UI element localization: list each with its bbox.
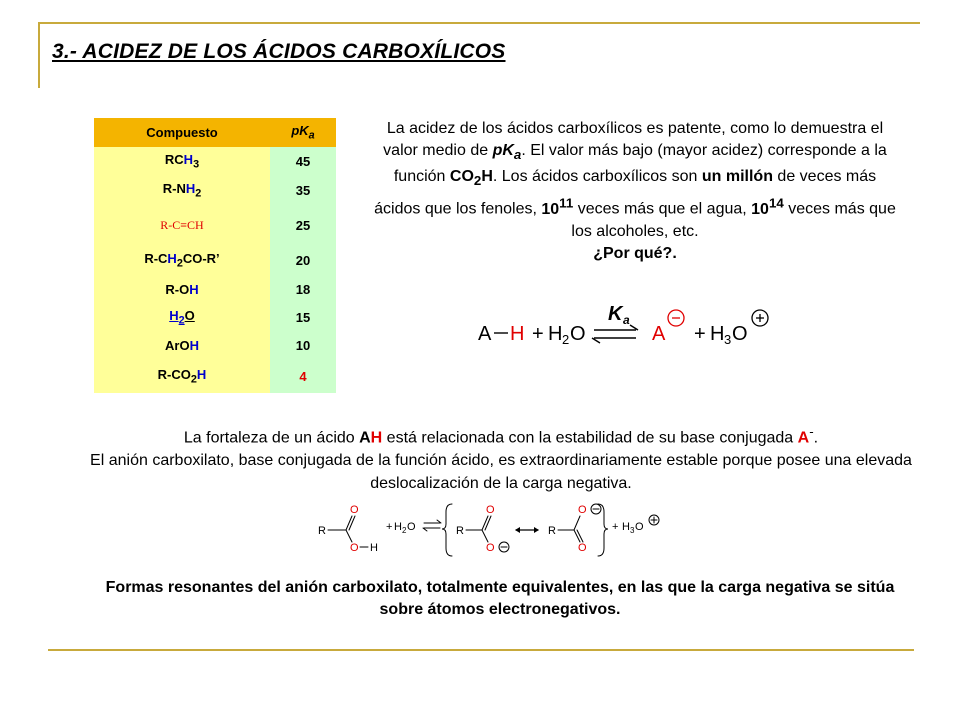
acidity-paragraph: La acidez de los ácidos carboxílicos es patente, como lo demuestra el valor medio de $pK_a$. El valor más bajo (mayor acidez) corresponde a la función $CO_2H$. Los ácidos carboxílicos son un millón de veces más ácidos que los fenoles, $10^{11}$ veces más que el agua, $10^{14}$ veces más que los alcoholes, etc. ¿Por qué?.	[374, 120, 896, 262]
pka-cell: 4	[270, 359, 336, 393]
eq1-h3o-h: H	[710, 323, 725, 345]
eq1-a: A	[478, 323, 492, 345]
eq1-h: H	[510, 323, 525, 345]
svg-text:2: 2	[402, 526, 407, 535]
pka-table	[94, 118, 336, 393]
compound-cell: $R-NH_2$	[94, 176, 270, 205]
table-row	[94, 359, 336, 393]
table-row	[94, 331, 336, 359]
compound-cell: $R-CH_2CO-R$’	[94, 245, 270, 275]
compound-cell: $RCH_3$	[94, 147, 270, 176]
eq1-h3o-o: O	[732, 323, 748, 345]
left-rule	[38, 22, 40, 88]
svg-text:O: O	[350, 504, 359, 516]
eq1-k-sub: a	[623, 313, 630, 327]
header-pka: $pK_a$	[270, 118, 336, 147]
svg-text:R: R	[318, 525, 326, 537]
header-compound: Compuesto	[94, 118, 270, 147]
table-row	[94, 303, 336, 331]
pka-cell: 18	[270, 275, 336, 303]
table-row	[94, 176, 336, 205]
eq1-h2o-sub: 2	[562, 332, 570, 347]
svg-text:3: 3	[630, 526, 635, 535]
eq1-k: K	[608, 303, 623, 325]
compound-cell: $R-CO_2H$	[94, 359, 270, 393]
compound-cell: ArOH	[94, 331, 270, 359]
eq1-h2o-h: H	[548, 323, 563, 345]
eq1-plus: +	[532, 323, 544, 345]
resonance-caption: Formas resonantes del anión carboxilato, totalmente equivalentes, en las que la carga negativa se sitúa sobre átomos electronegativos.	[105, 579, 895, 618]
svg-text:O: O	[407, 521, 416, 533]
question-text: ¿Por qué?.	[593, 244, 677, 262]
conjugate-base-paragraph: La fortaleza de un ácido AH está relacionada con la estabilidad de su base conjugada A-. El anión carboxilato, base conjugada de la función ácido, es extraordinariamente estable porque posee una elevada deslocalización de la carga negativa.	[90, 424, 912, 493]
svg-text:R: R	[548, 525, 556, 537]
svg-text:O: O	[486, 542, 495, 554]
slide-title: 3.- ACIDEZ DE LOS ÁCIDOS CARBOXÍLICOS	[52, 40, 506, 63]
svg-text:O: O	[486, 504, 495, 516]
table-header	[94, 118, 336, 147]
compound-cell: $H_2O$	[94, 303, 270, 331]
pka-cell: 20	[270, 245, 336, 275]
pka-cell: 45	[270, 147, 336, 176]
acid-equilibrium-equation	[470, 296, 780, 356]
bottom-rule	[48, 649, 914, 651]
compound-cell: R-OH	[94, 275, 270, 303]
eq1-plus-2: +	[694, 323, 706, 345]
top-rule	[40, 22, 920, 24]
svg-text:O: O	[635, 521, 644, 533]
eq1-anion: A	[652, 323, 666, 345]
compound-cell: R-C≡CH	[94, 205, 270, 245]
table-row	[94, 205, 336, 245]
carboxylate-resonance-scheme	[312, 496, 702, 562]
svg-text:O: O	[578, 542, 587, 554]
svg-text:H: H	[622, 521, 630, 533]
svg-text:H: H	[394, 521, 402, 533]
svg-text:H: H	[370, 542, 378, 554]
eq1-h3o-sub: 3	[724, 332, 732, 347]
table-row	[94, 147, 336, 176]
svg-text:+: +	[612, 521, 619, 533]
svg-text:O: O	[578, 504, 587, 516]
pka-cell: 15	[270, 303, 336, 331]
table-row	[94, 275, 336, 303]
svg-text:+: +	[386, 521, 393, 533]
pka-cell: 25	[270, 205, 336, 245]
pka-cell: 10	[270, 331, 336, 359]
eq1-h2o-o: O	[570, 323, 586, 345]
pka-cell: 35	[270, 176, 336, 205]
table-row	[94, 245, 336, 275]
svg-text:O: O	[350, 542, 359, 554]
svg-text:R: R	[456, 525, 464, 537]
